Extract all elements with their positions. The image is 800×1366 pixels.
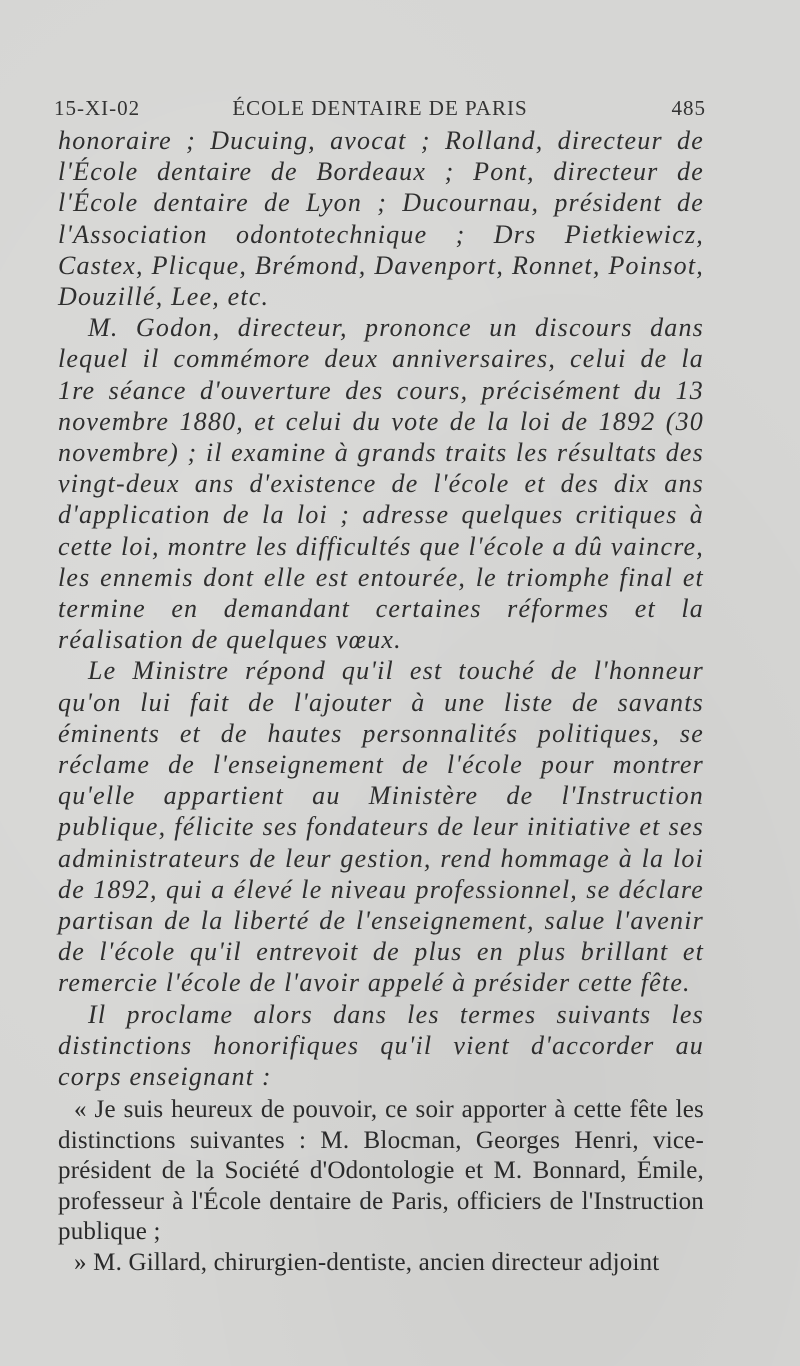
italic-report-text	[58, 125, 704, 1092]
paragraph-guest-list: honoraire ; Ducuing, avocat ; Rolland, directeur de l'École dentaire de Bordeaux ; Pont, directeur de l'École dentaire de Lyon ; Ducournau, président de l'Association odontotechnique ; Drs Pietkiewicz, Castex, Plicque, Brémond, Davenport, Ronnet, Poinsot, Douzillé, Lee, etc.	[58, 126, 704, 312]
paragraph-godon-speech: M. Godon, directeur, prononce un discours dans lequel il commémore deux anniversaires, celui de la 1re séance d'ouverture des cours, précisément du 13 novembre 1880, et celui du vote de la loi de 1892 (30 novembre) ; il examine à grands traits les résultats des vingt-deux ans d'existence de l'école et des dix ans d'application de la loi ; adresse quelques critiques à cette loi, montre les difficultés que l'école a dû vaincre, les ennemis dont elle est entourée, le triomphe final et termine en demandant certaines réformes et la réalisation de quelques vœux.	[58, 313, 704, 655]
quoted-proclamation	[58, 1095, 704, 1278]
page-number: 485	[671, 96, 706, 120]
running-title: ÉCOLE DENTAIRE DE PARIS	[232, 96, 528, 120]
page-body	[58, 125, 704, 1278]
paragraph-minister-reply: Le Ministre répond qu'il est touché de l'honneur qu'on lui fait de l'ajouter à une liste de savants éminents et de hautes personnalités politiques, se réclame de l'enseignement de l'école pour montrer qu'elle appartient au Ministère de l'Instruction publique, félicite ses fondateurs de leur initiative et ses administrateurs de leur gestion, rend hommage à la loi de 1892, qui a élevé le niveau professionnel, se déclare partisan de la liberté de l'enseignement, salue l'avenir de l'école qu'il entrevoit de plus en plus brillant et remercie l'école de l'avoir appelé à présider cette fête.	[58, 656, 704, 998]
paragraph-proclamation-2: » M. Gillard, chirurgien-dentiste, ancien directeur adjoint	[74, 1248, 660, 1276]
paragraph-proclamation-1: « Je suis heureux de pouvoir, ce soir apporter à cette fête les distinctions suivantes : M. Blocman, Georges Henri, vice-président de la Société d'Odontologie et M. Bonnard, Émile, professeur à l'École dentaire de Paris, officiers de l'Instruction publique ;	[58, 1096, 704, 1246]
paragraph-distinctions-intro: Il proclame alors dans les termes suivants les distinctions honorifiques qu'il vient d'accorder au corps enseignant :	[58, 999, 704, 1092]
running-header	[54, 96, 706, 124]
issue-date: 15-XI-02	[54, 96, 141, 120]
